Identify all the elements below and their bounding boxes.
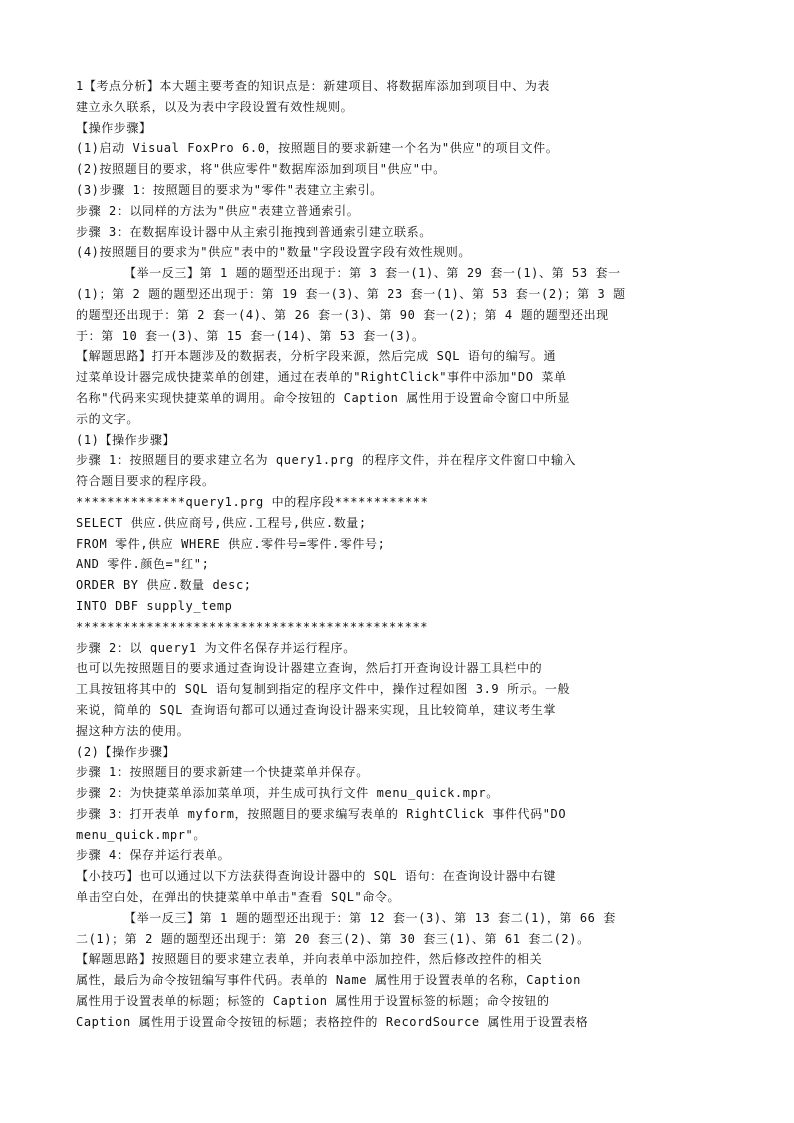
code-line: AND 零件.颜色="红";: [76, 557, 210, 572]
text-line: (1)；第 2 题的题型还出现于：第 19 套一(3)、第 23 套一(1)、第 53 套一(2)；第 3 题: [76, 286, 626, 301]
document-page: [76, 76, 718, 1033]
section-heading: (2)【操作步骤】: [76, 744, 176, 759]
text-line: 【举一反三】第 1 题的题型还出现于：第 3 套一(1)、第 29 套一(1)、第 53 套一: [124, 266, 621, 281]
text-line: 也可以先按照题目的要求通过查询设计器建立查询，然后打开查询设计器工具栏中的: [76, 661, 543, 676]
code-line: **************query1.prg 中的程序段************: [76, 494, 429, 509]
text-line: 符合题目要求的程序段。: [76, 474, 215, 489]
text-line: 属性，最后为命令按钮编写事件代码。表单的 Name 属性用于设置表单的名称，Caption: [76, 973, 581, 988]
text-line: (4)按照题目的要求为"供应"表中的"数量"字段设置字段有效性规则。: [76, 245, 471, 260]
code-line: ORDER BY 供应.数量 desc;: [76, 578, 252, 593]
text-line: 来说，简单的 SQL 查询语句都可以通过查询设计器来实现，且比较简单，建议考生掌: [76, 702, 557, 717]
code-line: SELECT 供应.供应商号,供应.工程号,供应.数量;: [76, 515, 367, 530]
text-line: 步骤 1：按照题目的要求新建一个快捷菜单并保存。: [76, 765, 369, 780]
code-line: INTO DBF supply_temp: [76, 598, 233, 613]
text-line: 单击空白处，在弹出的快捷菜单中单击"查看 SQL"命令。: [76, 890, 401, 905]
text-line: 名称"代码来实现快捷菜单的调用。命令按钮的 Caption 属性用于设置命令窗口中所显: [76, 390, 571, 405]
text-line: (2)按照题目的要求，将"供应零件"数据库添加到项目"供应"中。: [76, 162, 446, 177]
text-line: 【小技巧】也可以通过以下方法获得查询设计器中的 SQL 语句：在查询设计器中右键: [76, 869, 557, 884]
text-line: Caption 属性用于设置命令按钮的标题；表格控件的 RecordSource 属性用于设置表格: [76, 1014, 589, 1029]
text-line: 1【考点分析】本大题主要考查的知识点是：新建项目、将数据库添加到项目中、为表: [76, 79, 551, 93]
text-line: 【解题思路】打开本题涉及的数据表，分析字段来源，然后完成 SQL 语句的编写。通: [76, 349, 557, 364]
text-line: (1)启动 Visual FoxPro 6.0，按照题目的要求新建一个名为"供应"的项目文件。: [76, 141, 559, 156]
text-line: 建立永久联系，以及为表中字段设置有效性规则。: [76, 99, 354, 114]
text-line: menu_quick.mpr"。: [76, 827, 206, 842]
text-line: 步骤 2：以 query1 为文件名保存并运行程序。: [76, 640, 356, 655]
text-line: 步骤 3：在数据库设计器中从主索引拖拽到普通索引建立联系。: [76, 224, 432, 239]
text-line: 步骤 2：以同样的方法为"供应"表建立普通索引。: [76, 203, 360, 218]
text-line: 工具按钮将其中的 SQL 语句复制到指定的程序文件中，操作过程如图 3.9 所示。一般: [76, 682, 571, 697]
text-line: (3)步骤 1：按照题目的要求为"零件"表建立主索引。: [76, 182, 383, 197]
section-heading: 【操作步骤】: [76, 120, 152, 135]
code-line: *********************************************: [76, 619, 429, 634]
code-line: FROM 零件,供应 WHERE 供应.零件号=零件.零件号;: [76, 536, 386, 551]
text-line: 过菜单设计器完成快捷菜单的创建，通过在表单的"RightClick"事件中添加"DO 菜单: [76, 370, 567, 385]
text-line: 于：第 10 套一(3)、第 15 套一(14)、第 53 套一(3)。: [76, 328, 425, 343]
text-line: 步骤 2：为快捷菜单添加菜单项，并生成可执行文件 menu_quick.mpr。: [76, 786, 499, 801]
text-line: 二(1)；第 2 题的题型还出现于：第 20 套三(2)、第 30 套三(1)、第 61 套二(2)。: [76, 931, 590, 946]
text-line: 【解题思路】按照题目的要求建立表单，并向表单中添加控件，然后修改控件的相关: [76, 952, 543, 967]
text-line: 示的文字。: [76, 411, 140, 426]
text-line: 步骤 3：打开表单 myform，按照题目的要求编写表单的 RightClick 事件代码"DO: [76, 806, 567, 821]
text-line: 属性用于设置表单的标题；标签的 Caption 属性用于设置标签的标题；命令按钮的: [76, 994, 550, 1009]
text-line: 的题型还出现于：第 2 套一(4)、第 26 套一(3)、第 90 套一(2)；第 4 题的题型还出现: [76, 307, 609, 322]
text-line: 【举一反三】第 1 题的题型还出现于：第 12 套一(3)、第 13 套二(1)，第 66 套: [124, 910, 616, 925]
text-line: 握这种方法的使用。: [76, 723, 190, 738]
section-heading: (1)【操作步骤】: [76, 432, 176, 447]
text-line: 步骤 4：保存并运行表单。: [76, 848, 231, 863]
text-line: 步骤 1：按照题目的要求建立名为 query1.prg 的程序文件，并在程序文件窗口中输入: [76, 453, 577, 468]
